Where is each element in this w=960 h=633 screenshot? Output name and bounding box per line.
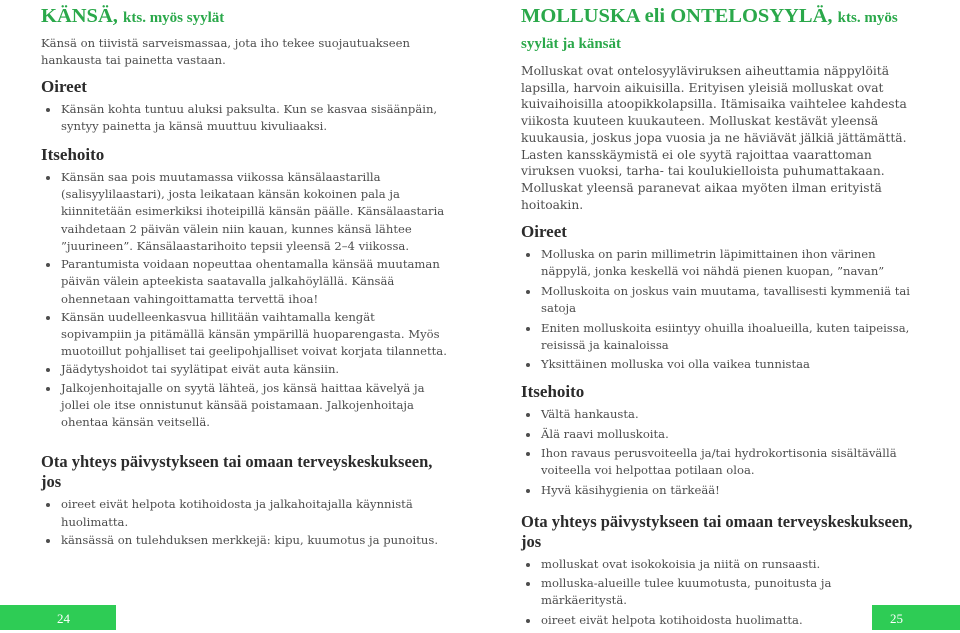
selfcare-list <box>41 169 449 432</box>
selfcare-heading: Itsehoito <box>521 382 585 402</box>
list-item: oireet eivät helpota kotihoidosta huolimatta. <box>521 612 919 629</box>
page-number: 24 <box>57 611 70 626</box>
page-number-bar-right <box>872 605 960 630</box>
title-main: MOLLUSKA eli ONTELOSYYLÄ, <box>521 5 833 27</box>
page-number-bar-left <box>0 605 116 630</box>
contact-heading: Ota yhteys päivystykseen tai omaan terveyskeskukseen, jos <box>521 511 913 551</box>
list-item: Eniten molluskoita esiintyy ohuilla ihoalueilla, kuten taipeissa, reisissä ja kainaloissa <box>521 320 919 354</box>
list-item: Jalkojenhoitajalle on syytä lähteä, jos känsä haittaa kävelyä ja jollei ole itse onnistunut känsää poistamaan. Jalkojenhoitaja ohentaa känsän veitsellä. <box>41 380 449 432</box>
contact-list <box>521 556 919 629</box>
right-page <box>521 0 919 633</box>
title-cross-reference: kts. myös syylät <box>123 10 225 26</box>
page-number: 25 <box>890 611 903 626</box>
list-item: Älä raavi molluskoita. <box>521 426 919 443</box>
symptoms-heading: Oireet <box>41 77 87 97</box>
selfcare-heading: Itsehoito <box>41 144 105 164</box>
contact-list <box>41 496 449 549</box>
list-item: molluskat ovat isokokoisia ja niitä on runsaasti. <box>521 556 919 573</box>
symptoms-heading: Oireet <box>521 222 567 242</box>
symptoms-list <box>521 246 919 373</box>
list-item: Molluska on parin millimetrin läpimittainen ihon värinen näppylä, jonka keskellä voi nähdä pienen kuopan, ”navan” <box>521 246 919 280</box>
list-item: Hyvä käsihygienia on tärkeää! <box>521 482 919 499</box>
intro-paragraph: Molluskat ovat ontelosyyläviruksen aiheuttamia näppylöitä lapsilla, harvoin aikuisilla. Erityisen yleisiä molluskat ovat kuivaihoisilla atoopikkolapsilla. Itämisaika vaihtelee kahdesta viikosta kuuteen kuukauteen. Molluskat kestävät yleensä kuukausia, joskus jopa vuosia ja ne häviävät jälkiä jättämättä. Lasten kansskäymistä ei ole syytä rajoittaa vaarattoman viruksen vuoksi, tarha- tai koulukielloista puhumattakaan. Molluskat yleensä paranevat aikaa myöten ilman erityistä hoitoakin. <box>521 64 907 212</box>
list-item: Känsän kohta tuntuu aluksi paksulta. Kun se kasvaa sisäänpäin, syntyy painetta ja känsä muuttuu kivuliaaksi. <box>41 101 449 136</box>
selfcare-list <box>521 406 919 499</box>
list-item: Jäädytyshoidot tai syylätipat eivät auta känsiin. <box>41 361 449 378</box>
page-title <box>41 4 449 30</box>
intro-paragraph: Känsä on tiivistä sarveismassaa, jota iho tekee suojautuakseen hankausta tai painetta vastaan. <box>41 36 410 67</box>
list-item: Yksittäinen molluska voi olla vaikea tunnistaa <box>521 356 919 373</box>
list-item: Molluskoita on joskus vain muutama, tavallisesti kymmeniä tai satoja <box>521 283 919 317</box>
list-item: Ihon ravaus perusvoiteella ja/tai hydrokortisonia sisältävällä voiteella voi helpottaa potilaan oloa. <box>521 445 919 479</box>
list-item: Känsän uudelleenkasvua hillitään vaihtamalla kengät sopivampiin ja pitämällä känsän ympärillä huoparengasta. Myös muotoillut pohjalliset tai geelipohjalliset voivat korjata tilannetta. <box>41 309 449 361</box>
list-item: Parantumista voidaan nopeuttaa ohentamalla känsää muutaman päivän välein apteekista saatavalla jalkahöylällä. Känsää ohennetaan vahingoittamatta tervettä ihoa! <box>41 256 449 308</box>
title-cross-reference: kts. myös syylät ja känsät <box>521 10 898 52</box>
list-item: känsässä on tulehduksen merkkejä: kipu, kuumotus ja punoitus. <box>41 532 449 549</box>
list-item: oireet eivät helpota kotihoidosta ja jalkahoitajalla käynnistä huolimatta. <box>41 496 449 531</box>
list-item: Vältä hankausta. <box>521 406 919 423</box>
page-title <box>521 4 919 56</box>
left-page <box>41 0 449 633</box>
list-item: Känsän saa pois muutamassa viikossa känsälaastarilla (salisyylilaastari), josta leikataan känsän kokoinen pala ja kiinnitetään esimerkiksi ihoteipillä känsän päälle. Känsälaastaria vaihdetaan 2 päivän välein niin kauan, kunnes känsä lähtee ”juurineen”. Känsälaastarihoito tepsii yleensä 2–4 viikossa. <box>41 169 449 255</box>
contact-heading: Ota yhteys päivystykseen tai omaan terveyskeskukseen, jos <box>41 452 433 492</box>
title-main: KÄNSÄ, <box>41 5 118 27</box>
symptoms-list <box>41 101 449 136</box>
list-item: molluska-alueille tulee kuumotusta, punoitusta ja märkäeritystä. <box>521 575 919 609</box>
